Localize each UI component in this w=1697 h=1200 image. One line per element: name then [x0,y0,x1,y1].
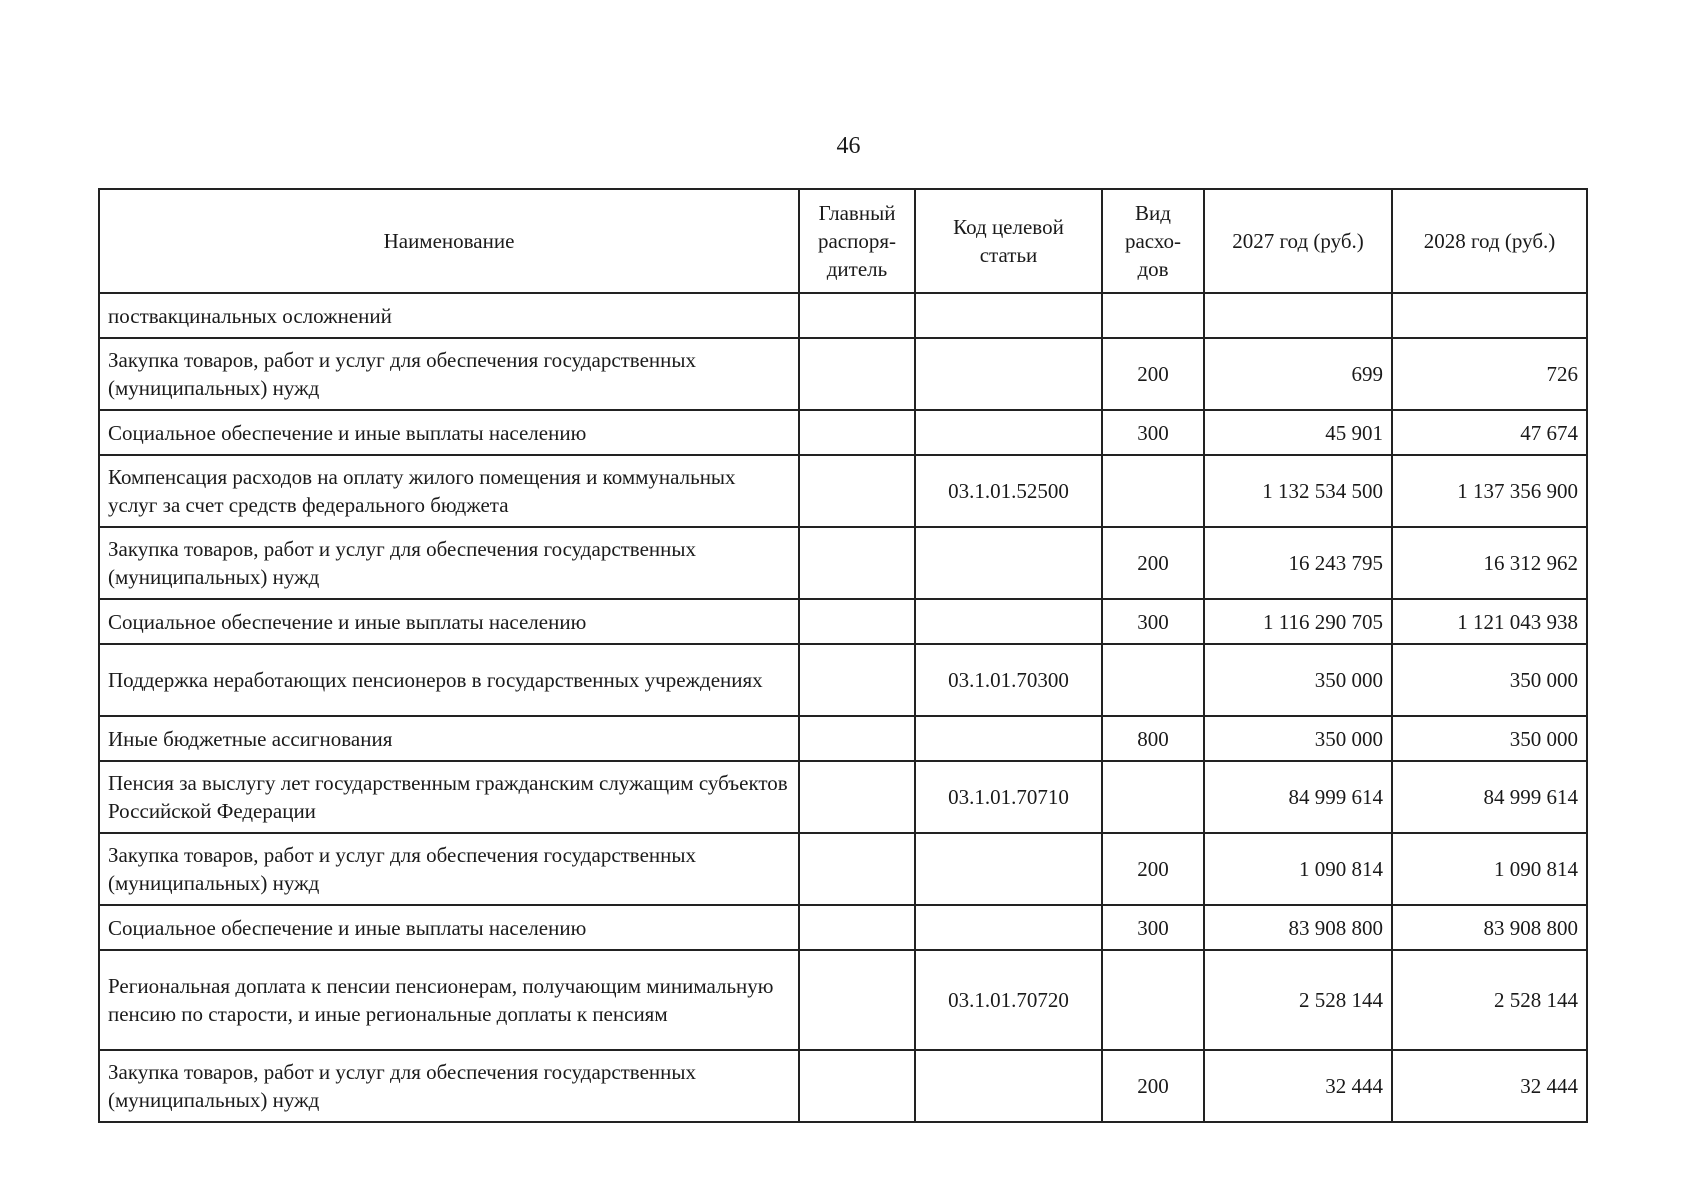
page-number: 46 [836,133,861,159]
cell-2028: 1 090 814 [1392,833,1587,905]
cell-manager [799,905,915,950]
cell-kind: 200 [1102,1050,1204,1122]
cell-name: Закупка товаров, работ и услуг для обеспечения государственных (муниципальных) нужд [99,338,799,410]
cell-2027: 1 090 814 [1204,833,1392,905]
cell-code [915,338,1102,410]
cell-kind [1102,950,1204,1050]
table-header [99,189,1587,293]
table-row [99,410,1587,455]
cell-code [915,527,1102,599]
cell-kind: 300 [1102,599,1204,644]
cell-2027: 45 901 [1204,410,1392,455]
cell-2027: 2 528 144 [1204,950,1392,1050]
cell-kind: 300 [1102,905,1204,950]
table-row [99,644,1587,716]
cell-code: 03.1.01.52500 [915,455,1102,527]
cell-2028: 83 908 800 [1392,905,1587,950]
cell-2028: 47 674 [1392,410,1587,455]
cell-2027: 350 000 [1204,644,1392,716]
cell-code: 03.1.01.70710 [915,761,1102,833]
cell-code [915,410,1102,455]
table-row [99,833,1587,905]
table-row [99,716,1587,761]
cell-code: 03.1.01.70720 [915,950,1102,1050]
cell-2028: 2 528 144 [1392,950,1587,1050]
cell-manager [799,455,915,527]
cell-code [915,293,1102,338]
header-manager: Главный распоря- дитель [799,189,915,293]
cell-manager [799,410,915,455]
cell-2027: 84 999 614 [1204,761,1392,833]
cell-name: Пенсия за выслугу лет государственным гражданским служащим субъектов Российской Федерации [99,761,799,833]
table-row [99,455,1587,527]
budget-table [98,188,1588,1123]
cell-2027: 1 132 534 500 [1204,455,1392,527]
cell-2027: 699 [1204,338,1392,410]
cell-2028: 350 000 [1392,644,1587,716]
cell-name: Поддержка неработающих пенсионеров в государственных учреждениях [99,644,799,716]
cell-name: Социальное обеспечение и иные выплаты населению [99,410,799,455]
cell-manager [799,527,915,599]
header-code: Код целевой статьи [915,189,1102,293]
cell-2027: 16 243 795 [1204,527,1392,599]
cell-code: 03.1.01.70300 [915,644,1102,716]
cell-name: Закупка товаров, работ и услуг для обеспечения государственных (муниципальных) нужд [99,1050,799,1122]
cell-manager [799,761,915,833]
cell-name: Компенсация расходов на оплату жилого помещения и коммунальных услуг за счет средств федерального бюджета [99,455,799,527]
table-row [99,293,1587,338]
cell-kind: 200 [1102,338,1204,410]
cell-manager [799,1050,915,1122]
cell-name: Закупка товаров, работ и услуг для обеспечения государственных (муниципальных) нужд [99,527,799,599]
cell-kind: 200 [1102,833,1204,905]
cell-manager [799,833,915,905]
cell-2028: 350 000 [1392,716,1587,761]
table-row [99,338,1587,410]
cell-kind [1102,455,1204,527]
cell-2028: 1 137 356 900 [1392,455,1587,527]
cell-2028: 1 121 043 938 [1392,599,1587,644]
cell-2028: 84 999 614 [1392,761,1587,833]
header-row [99,189,1587,293]
cell-name: Региональная доплата к пенсии пенсионерам, получающим минимальную пенсию по старости, и иные региональные доплаты к пенсиям [99,950,799,1050]
cell-manager [799,338,915,410]
cell-manager [799,293,915,338]
cell-kind [1102,293,1204,338]
cell-2028: 16 312 962 [1392,527,1587,599]
cell-name: Социальное обеспечение и иные выплаты населению [99,599,799,644]
header-name: Наименование [99,189,799,293]
cell-kind: 200 [1102,527,1204,599]
cell-2027: 32 444 [1204,1050,1392,1122]
table-row [99,527,1587,599]
cell-kind: 300 [1102,410,1204,455]
cell-2028: 726 [1392,338,1587,410]
cell-kind [1102,644,1204,716]
header-2028: 2028 год (руб.) [1392,189,1587,293]
cell-2027 [1204,293,1392,338]
cell-name: Закупка товаров, работ и услуг для обеспечения государственных (муниципальных) нужд [99,833,799,905]
table-row [99,761,1587,833]
table-row [99,905,1587,950]
cell-2028: 32 444 [1392,1050,1587,1122]
cell-2027: 350 000 [1204,716,1392,761]
cell-2028 [1392,293,1587,338]
cell-code [915,599,1102,644]
table-row [99,599,1587,644]
header-2027: 2027 год (руб.) [1204,189,1392,293]
cell-code [915,833,1102,905]
table-body [99,293,1587,1122]
cell-name: поствакцинальных осложнений [99,293,799,338]
cell-manager [799,644,915,716]
cell-manager [799,599,915,644]
cell-manager [799,950,915,1050]
cell-code [915,716,1102,761]
table-row [99,1050,1587,1122]
cell-name: Социальное обеспечение и иные выплаты населению [99,905,799,950]
header-kind: Вид расхо- дов [1102,189,1204,293]
cell-2027: 83 908 800 [1204,905,1392,950]
cell-kind: 800 [1102,716,1204,761]
cell-manager [799,716,915,761]
cell-kind [1102,761,1204,833]
cell-code [915,1050,1102,1122]
cell-code [915,905,1102,950]
table-row [99,950,1587,1050]
cell-2027: 1 116 290 705 [1204,599,1392,644]
cell-name: Иные бюджетные ассигнования [99,716,799,761]
